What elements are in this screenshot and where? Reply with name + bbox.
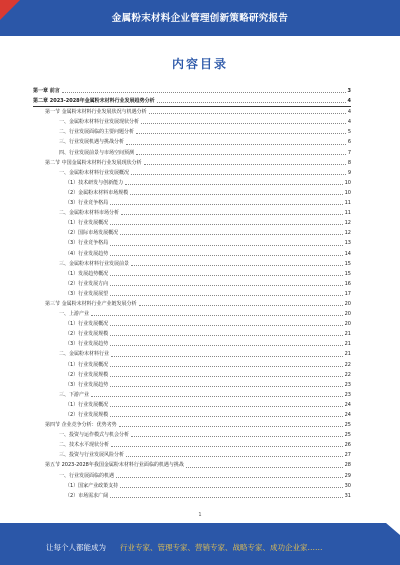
toc-entry[interactable] — [33, 450, 351, 460]
toc-leader-dots — [110, 325, 342, 326]
toc-entry-page: 17 — [344, 290, 351, 297]
toc-heading: 内容目录 — [171, 57, 228, 71]
toc-entry-title: 三、下游产业 — [59, 391, 90, 398]
toc-entry-title: （2）市场需求广阔 — [65, 492, 109, 499]
page-number: 1 — [198, 512, 202, 518]
toc-entry-title: （3）行业竞争格局 — [65, 200, 109, 207]
toc-leader-dots — [110, 335, 342, 336]
toc-leader-dots — [110, 224, 342, 225]
toc-leader-dots — [110, 416, 342, 417]
toc-entry[interactable] — [33, 178, 351, 188]
toc-entry-page: 15 — [344, 260, 351, 267]
toc-entry-page: 21 — [344, 331, 351, 338]
toc-entry[interactable] — [33, 107, 351, 117]
table-of-contents — [33, 86, 351, 501]
toc-entry[interactable] — [33, 208, 351, 218]
toc-entry[interactable] — [33, 96, 351, 107]
toc-entry-title: 第一章 前言 — [33, 88, 60, 94]
footer-bar — [0, 523, 400, 565]
toc-entry[interactable] — [33, 430, 351, 440]
toc-entry-page: 28 — [344, 462, 351, 469]
toc-entry-title: （1）技术研发与创新能力 — [65, 179, 124, 186]
toc-entry[interactable] — [33, 158, 351, 168]
toc-entry-page: 10 — [344, 189, 351, 196]
toc-entry[interactable] — [33, 400, 351, 410]
toc-entry[interactable] — [33, 319, 351, 329]
toc-leader-dots — [111, 356, 343, 357]
toc-entry-page: 21 — [344, 351, 351, 358]
footer-corner-decoration — [386, 523, 400, 535]
toc-entry-title: （3）行业发展展望 — [65, 290, 109, 297]
toc-entry[interactable] — [33, 380, 351, 390]
toc-entry[interactable] — [33, 117, 351, 127]
toc-entry-page: 22 — [344, 361, 351, 368]
toc-leader-dots — [141, 123, 346, 124]
toc-entry-page: 15 — [344, 270, 351, 277]
toc-entry[interactable] — [33, 420, 351, 430]
toc-entry-title: （1）国家产业政策支持 — [65, 482, 119, 489]
toc-entry-title: 二、技术水平现状分析 — [59, 442, 110, 449]
toc-entry[interactable] — [33, 137, 351, 147]
toc-entry-page: 13 — [344, 240, 351, 247]
toc-entry-page: 22 — [344, 371, 351, 378]
toc-leader-dots — [131, 265, 343, 266]
toc-entry-title: 第五节 2023-2028年我国金属粉末材料行业面临的机遇与挑战 — [45, 462, 184, 469]
toc-entry-title: 一、金属粉末材料行业发展现状分析 — [59, 119, 140, 126]
toc-entry-page: 20 — [344, 311, 351, 318]
toc-entry-title: 四、行业发展前景与市场空间预测 — [59, 149, 135, 156]
toc-entry-page: 7 — [347, 149, 351, 156]
toc-leader-dots — [111, 446, 343, 447]
toc-entry-title: 二、金属粉末材料市场分析 — [59, 210, 120, 217]
toc-entry[interactable] — [33, 390, 351, 400]
toc-entry-title: （3）行业发展趋势 — [65, 381, 109, 388]
toc-entry[interactable] — [33, 471, 351, 481]
toc-entry[interactable] — [33, 188, 351, 198]
toc-leader-dots — [119, 426, 343, 427]
toc-leader-dots — [110, 497, 342, 498]
toc-entry-title: 三、投资与行业发展风险分析 — [59, 452, 125, 459]
toc-entry[interactable] — [33, 329, 351, 339]
toc-entry-title: 二、行业发展面临的主要问题分析 — [59, 129, 135, 136]
toc-leader-dots — [91, 315, 343, 316]
toc-entry[interactable] — [33, 370, 351, 380]
toc-entry[interactable] — [33, 86, 351, 96]
toc-entry-title: 第一节 金属粉末材料行业发展状况与机遇分析 — [45, 109, 147, 116]
toc-leader-dots — [144, 164, 346, 165]
toc-entry-page: 11 — [344, 200, 351, 207]
toc-leader-dots — [110, 366, 342, 367]
toc-leader-dots — [136, 133, 346, 134]
toc-entry-title: （2）行业发展规模 — [65, 412, 109, 418]
toc-entry-title: 第二节 中国金属粉末材料行业发展现状分析 — [45, 159, 142, 166]
toc-entry-title: 第三节 金属粉末材料行业产业链发展分析 — [45, 300, 137, 307]
toc-leader-dots — [110, 345, 342, 346]
toc-leader-dots — [110, 204, 342, 205]
toc-entry[interactable] — [33, 269, 351, 279]
toc-leader-dots — [110, 255, 342, 256]
toc-leader-dots — [130, 194, 342, 195]
toc-entry[interactable] — [33, 228, 351, 238]
toc-entry-page: 9 — [347, 169, 351, 176]
toc-entry-page: 4 — [347, 109, 351, 116]
toc-entry[interactable] — [33, 440, 351, 450]
toc-entry-page: 16 — [344, 280, 351, 287]
toc-entry[interactable] — [33, 481, 351, 491]
toc-leader-dots — [121, 214, 343, 215]
toc-leader-dots — [116, 477, 343, 478]
toc-entry-page: 6 — [347, 139, 351, 146]
toc-entry[interactable] — [33, 360, 351, 370]
toc-leader-dots — [125, 184, 342, 185]
toc-entry-title: （1）发展趋势概况 — [65, 270, 109, 277]
toc-entry-title: 第四节 企业竞争分析：优势劣势 — [45, 422, 117, 429]
toc-entry[interactable] — [33, 491, 351, 501]
toc-leader-dots — [110, 406, 342, 407]
toc-entry-page: 3 — [347, 88, 351, 94]
toc-leader-dots — [126, 456, 343, 457]
toc-entry-title: （1）行业发展概况 — [65, 361, 109, 368]
toc-entry[interactable] — [33, 410, 351, 420]
toc-entry-page: 26 — [344, 442, 351, 449]
toc-entry[interactable] — [33, 299, 351, 309]
toc-entry-page: 30 — [344, 482, 351, 489]
toc-leader-dots — [62, 92, 346, 93]
footer-roles: 行业专家、管理专家、营销专家、战略专家、成功企业家…… — [120, 543, 323, 552]
toc-entry-page: 24 — [344, 401, 351, 408]
toc-entry-title: 二、金属粉末材料行业 — [59, 351, 110, 358]
toc-entry-page: 27 — [344, 452, 351, 459]
toc-leader-dots — [91, 396, 343, 397]
toc-leader-dots — [110, 386, 342, 387]
toc-entry[interactable] — [33, 289, 351, 299]
toc-entry[interactable] — [33, 238, 351, 248]
header-bar — [0, 0, 400, 36]
toc-entry-page: 8 — [347, 159, 351, 166]
toc-entry-page: 25 — [344, 422, 351, 429]
toc-entry[interactable] — [33, 309, 351, 319]
toc-entry-page: 21 — [344, 341, 351, 348]
toc-entry-title: （2）行业发展方向 — [65, 280, 109, 287]
footer-slogan: 让每个人都能成为 — [46, 543, 106, 552]
report-title: 金属粉末材料企业管理创新策略研究报告 — [111, 13, 289, 24]
toc-entry[interactable] — [33, 168, 351, 178]
toc-entry-title: 一、投资与运作模式与机会分析 — [59, 432, 130, 439]
toc-entry-page: 12 — [344, 220, 351, 227]
toc-leader-dots — [110, 245, 342, 246]
toc-entry-title: 一、上游产业 — [59, 311, 90, 318]
toc-entry-title: （2）行业发展规模 — [65, 371, 109, 378]
toc-entry[interactable] — [33, 460, 351, 470]
toc-entry-title: （2）行业发展规模 — [65, 331, 109, 338]
toc-entry[interactable] — [33, 339, 351, 349]
toc-entry-title: （1）行业发展概况 — [65, 401, 109, 408]
toc-entry-page: 23 — [344, 381, 351, 388]
toc-entry-title: （2）国际市场发展概况 — [65, 230, 119, 237]
toc-entry-title: （1）行业发展概况 — [65, 220, 109, 227]
toc-entry[interactable] — [33, 127, 351, 137]
toc-leader-dots — [120, 234, 342, 235]
toc-entry-title: （3）行业发展趋势 — [65, 341, 109, 348]
toc-entry-page: 11 — [344, 210, 351, 217]
toc-leader-dots — [110, 376, 342, 377]
toc-entry[interactable] — [33, 249, 351, 259]
toc-entry-page: 20 — [344, 300, 351, 307]
toc-entry[interactable] — [33, 218, 351, 228]
toc-entry-page: 12 — [344, 230, 351, 237]
toc-entry-title: （3）行业竞争格局 — [65, 240, 109, 247]
toc-entry-page: 25 — [344, 432, 351, 439]
toc-entry-title: 三、行业发展机遇与挑战分析 — [59, 139, 125, 146]
toc-entry-page: 29 — [344, 472, 351, 479]
toc-leader-dots — [186, 467, 343, 468]
toc-entry-page: 24 — [344, 412, 351, 418]
toc-leader-dots — [149, 113, 346, 114]
toc-leader-dots — [139, 305, 343, 306]
toc-leader-dots — [120, 487, 342, 488]
toc-entry-title: 一、行业发展面临的机遇 — [59, 472, 115, 479]
toc-entry-page: 4 — [347, 119, 351, 126]
toc-entry[interactable] — [33, 259, 351, 269]
toc-entry-page: 5 — [347, 129, 351, 136]
toc-leader-dots — [157, 102, 346, 103]
toc-entry-title: 一、金属粉末材料行业发展概况 — [59, 169, 130, 176]
toc-leader-dots — [110, 285, 342, 286]
toc-leader-dots — [136, 154, 346, 155]
toc-leader-dots — [110, 295, 342, 296]
toc-entry-title: 第二章 2023-2028年金属粉末材料行业发展趋势分析 — [33, 98, 155, 105]
toc-entry[interactable] — [33, 279, 351, 289]
toc-leader-dots — [131, 436, 343, 437]
toc-leader-dots — [131, 174, 346, 175]
toc-entry-title: （1）行业发展概况 — [65, 321, 109, 328]
toc-entry-page: 23 — [344, 391, 351, 398]
toc-entry-page: 10 — [344, 179, 351, 186]
toc-entry-page: 4 — [347, 98, 351, 105]
toc-entry-title: （4）行业发展趋势 — [65, 250, 109, 257]
toc-entry-page: 14 — [344, 250, 351, 257]
toc-leader-dots — [110, 275, 342, 276]
toc-entry-title: 三、金属粉末材料行业发展前景 — [59, 260, 130, 267]
toc-entry-page: 20 — [344, 321, 351, 328]
toc-entry[interactable] — [33, 349, 351, 359]
toc-leader-dots — [126, 144, 346, 145]
toc-entry-title: （2）金属粉末材料市场规模 — [65, 189, 129, 196]
toc-entry[interactable] — [33, 148, 351, 158]
toc-entry-page: 31 — [344, 492, 351, 499]
toc-entry[interactable] — [33, 198, 351, 208]
